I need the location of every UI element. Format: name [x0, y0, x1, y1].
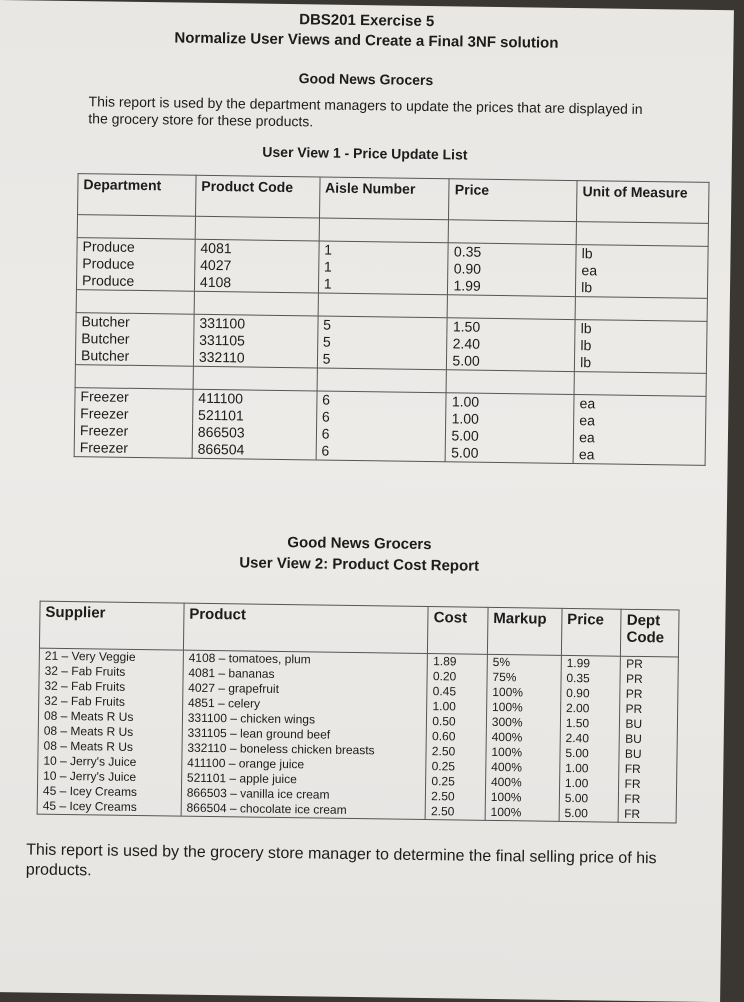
- cell-product-code: 411100: [193, 389, 317, 408]
- cell-price: 5.00: [560, 746, 620, 762]
- cell-department: Butcher: [76, 313, 194, 332]
- cell-product: 4027 – grapefruit: [183, 681, 428, 699]
- cell-price: 1.99: [561, 655, 621, 671]
- cell-supplier: 32 – Fab Fruits: [39, 664, 183, 681]
- cell-price: 1.00: [446, 393, 574, 412]
- view1-description: This report is used by the department managers to update the prices that are displayed in the grocery store for these products.: [88, 93, 643, 130]
- cell-price: 5.00: [447, 352, 575, 371]
- cell-product: 521101 – apple juice: [181, 771, 426, 789]
- cell-product-code: 331105: [194, 332, 318, 351]
- cell-supplier: 45 – Icey Creams: [37, 799, 181, 817]
- cell-unit-of-measure: lb: [575, 354, 707, 373]
- spacer-cell: [193, 366, 317, 391]
- col-price: Price: [561, 608, 621, 656]
- cell-department: Freezer: [75, 405, 193, 424]
- product-cost-table: [37, 601, 680, 824]
- cell-price: 0.35: [448, 243, 576, 262]
- cell-supplier: 10 – Jerry's Juice: [38, 754, 182, 771]
- cell-cost: 1.89: [428, 654, 488, 670]
- cell-department: Freezer: [74, 439, 192, 458]
- cell-supplier: 08 – Meats R Us: [38, 709, 182, 726]
- cell-price: 1.00: [446, 410, 574, 429]
- cell-product: 331100 – chicken wings: [182, 711, 427, 729]
- cell-supplier: 32 – Fab Fruits: [39, 679, 183, 696]
- view2-title: User View 2: Product Cost Report: [239, 554, 480, 575]
- cell-product: 411100 – orange juice: [182, 756, 427, 774]
- cell-product-code: 521101: [192, 407, 316, 426]
- cell-dept-code: FR: [619, 777, 677, 793]
- spacer-cell: [317, 368, 447, 393]
- cell-cost: 2.50: [426, 789, 486, 805]
- spacer-cell: [194, 291, 318, 316]
- cell-aisle-number: 5: [317, 350, 447, 369]
- cell-dept-code: PR: [620, 702, 678, 718]
- col-aisle-number: Aisle Number: [319, 177, 449, 220]
- cell-supplier: 10 – Jerry's Juice: [38, 769, 182, 786]
- cell-markup: 400%: [486, 760, 560, 776]
- cell-dept-code: BU: [620, 717, 678, 733]
- cell-cost: 0.50: [427, 714, 487, 730]
- view1-title: User View 1 - Price Update List: [262, 143, 468, 163]
- col-price: Price: [449, 179, 577, 222]
- cell-aisle-number: 1: [318, 275, 448, 294]
- spacer-cell: [576, 222, 708, 247]
- cell-supplier: 45 – Icey Creams: [37, 784, 181, 801]
- cell-dept-code: BU: [619, 747, 677, 763]
- cell-unit-of-measure: ea: [574, 395, 706, 414]
- cell-price: 0.90: [561, 686, 621, 702]
- cell-product-code: 4027: [195, 257, 319, 276]
- cell-price: 0.90: [448, 260, 576, 279]
- col-department: Department: [78, 174, 196, 217]
- cell-price: 1.99: [448, 277, 576, 296]
- cell-department: Produce: [77, 255, 195, 274]
- spacer-cell: [77, 215, 195, 240]
- cell-unit-of-measure: ea: [573, 446, 705, 465]
- cell-aisle-number: 6: [316, 442, 446, 461]
- spacer-cell: [449, 220, 577, 245]
- cell-unit-of-measure: lb: [575, 320, 707, 339]
- view2-description: This report is used by the grocery store manager to determine the final selling price of his products.: [25, 841, 657, 880]
- cell-cost: 0.60: [426, 729, 486, 745]
- cell-price: 1.00: [559, 776, 619, 792]
- spacer-cell: [75, 365, 193, 390]
- cell-cost: 1.00: [427, 699, 487, 715]
- cell-markup: 5%: [487, 654, 561, 671]
- view2-company: Good News Grocers: [287, 534, 432, 554]
- cell-dept-code: BU: [620, 732, 678, 748]
- cell-department: Produce: [76, 272, 194, 291]
- cell-cost: 0.25: [426, 774, 486, 790]
- cell-unit-of-measure: lb: [576, 279, 708, 298]
- cell-supplier: 21 – Very Veggie: [39, 648, 183, 666]
- cell-product: 331105 – lean ground beef: [182, 726, 427, 744]
- col-supplier: Supplier: [39, 601, 183, 650]
- cell-product: 332110 – boneless chicken breasts: [182, 741, 427, 759]
- col-product-code: Product Code: [195, 175, 319, 218]
- product-cost-body: [37, 648, 678, 823]
- cell-markup: 100%: [487, 685, 561, 701]
- cell-unit-of-measure: ea: [574, 429, 706, 448]
- cell-supplier: 08 – Meats R Us: [38, 724, 182, 741]
- cell-cost: 0.25: [426, 759, 486, 775]
- cell-aisle-number: 1: [318, 258, 448, 277]
- cell-unit-of-measure: ea: [576, 262, 708, 281]
- cell-product: 4108 – tomatoes, plum: [183, 650, 428, 669]
- cell-price: 0.35: [561, 671, 621, 687]
- spacer-cell: [447, 370, 575, 395]
- cell-markup: 400%: [485, 775, 559, 791]
- cell-product-code: 332110: [193, 349, 317, 368]
- cell-product-code: 866504: [192, 441, 316, 460]
- cell-price: 1.50: [560, 716, 620, 732]
- cell-price: 5.00: [446, 427, 574, 446]
- cell-price: 5.00: [446, 444, 574, 463]
- cell-markup: 400%: [486, 730, 560, 746]
- cell-dept-code: FR: [619, 792, 677, 808]
- view2-header: [0, 528, 727, 580]
- cell-dept-code: FR: [619, 807, 677, 823]
- spacer-cell: [318, 293, 448, 318]
- col-markup: Markup: [487, 607, 562, 655]
- price-update-body: [74, 215, 708, 466]
- cell-supplier: 08 – Meats R Us: [38, 739, 182, 756]
- spacer-cell: [448, 295, 576, 320]
- cell-product: 866504 – chocolate ice cream: [181, 801, 426, 820]
- cell-aisle-number: 5: [318, 316, 448, 335]
- cell-price: 2.40: [447, 335, 575, 354]
- cell-unit-of-measure: lb: [575, 337, 707, 356]
- cell-department: Butcher: [76, 330, 194, 349]
- spacer-cell: [195, 216, 319, 241]
- page-header: [0, 6, 734, 56]
- cell-dept-code: PR: [621, 656, 679, 672]
- cell-price: 2.40: [560, 731, 620, 747]
- cell-product-code: 331100: [194, 314, 318, 333]
- cell-markup: 100%: [485, 805, 559, 822]
- cell-dept-code: PR: [620, 687, 678, 703]
- cell-department: Freezer: [75, 388, 193, 407]
- cell-unit-of-measure: ea: [574, 412, 706, 431]
- cell-price: 5.00: [559, 806, 619, 822]
- col-unit-of-measure: Unit of Measure: [577, 181, 709, 224]
- cell-product: 4851 – celery: [182, 696, 427, 714]
- col-dept-code: Dept Code: [621, 609, 679, 657]
- cell-product-code: 866503: [192, 424, 316, 443]
- col-cost: Cost: [428, 607, 488, 655]
- cell-markup: 100%: [486, 745, 560, 761]
- cell-product: 4081 – bananas: [183, 666, 428, 684]
- view1-company: Good News Grocers: [298, 70, 434, 89]
- cell-dept-code: FR: [619, 762, 677, 778]
- cell-aisle-number: 6: [316, 425, 446, 444]
- cell-markup: 75%: [487, 670, 561, 686]
- cell-supplier: 32 – Fab Fruits: [39, 694, 183, 711]
- cell-markup: 300%: [486, 715, 560, 731]
- cell-price: 2.00: [560, 701, 620, 717]
- cell-department: Butcher: [75, 347, 193, 366]
- cell-markup: 100%: [486, 700, 560, 716]
- cell-dept-code: PR: [620, 672, 678, 688]
- cell-price: 1.50: [447, 318, 575, 337]
- cell-aisle-number: 6: [316, 408, 446, 427]
- course-line: DBS201 Exercise 5: [299, 11, 435, 31]
- cell-product-code: 4108: [194, 274, 318, 293]
- cell-markup: 100%: [485, 790, 559, 806]
- cell-department: Produce: [77, 238, 195, 257]
- spacer-cell: [574, 372, 706, 397]
- page-title: Normalize User Views and Create a Final 3NF solution: [174, 29, 559, 52]
- spacer-cell: [76, 290, 194, 315]
- spacer-cell: [319, 218, 449, 243]
- cell-cost: 0.20: [427, 669, 487, 685]
- spacer-cell: [575, 297, 707, 322]
- cell-department: Freezer: [74, 422, 192, 441]
- col-product: Product: [183, 603, 428, 653]
- cell-aisle-number: 6: [317, 391, 447, 410]
- cell-cost: 2.50: [426, 744, 486, 760]
- cell-price: 1.00: [560, 761, 620, 777]
- cell-aisle-number: 1: [319, 241, 449, 260]
- cell-cost: 2.50: [425, 804, 485, 820]
- cell-product: 866503 – vanilla ice cream: [181, 786, 426, 804]
- cell-cost: 0.45: [427, 684, 487, 700]
- price-update-table: [74, 173, 710, 466]
- cell-unit-of-measure: lb: [576, 245, 708, 264]
- cell-product-code: 4081: [195, 239, 319, 258]
- cell-price: 5.00: [559, 791, 619, 807]
- cell-aisle-number: 5: [317, 333, 447, 352]
